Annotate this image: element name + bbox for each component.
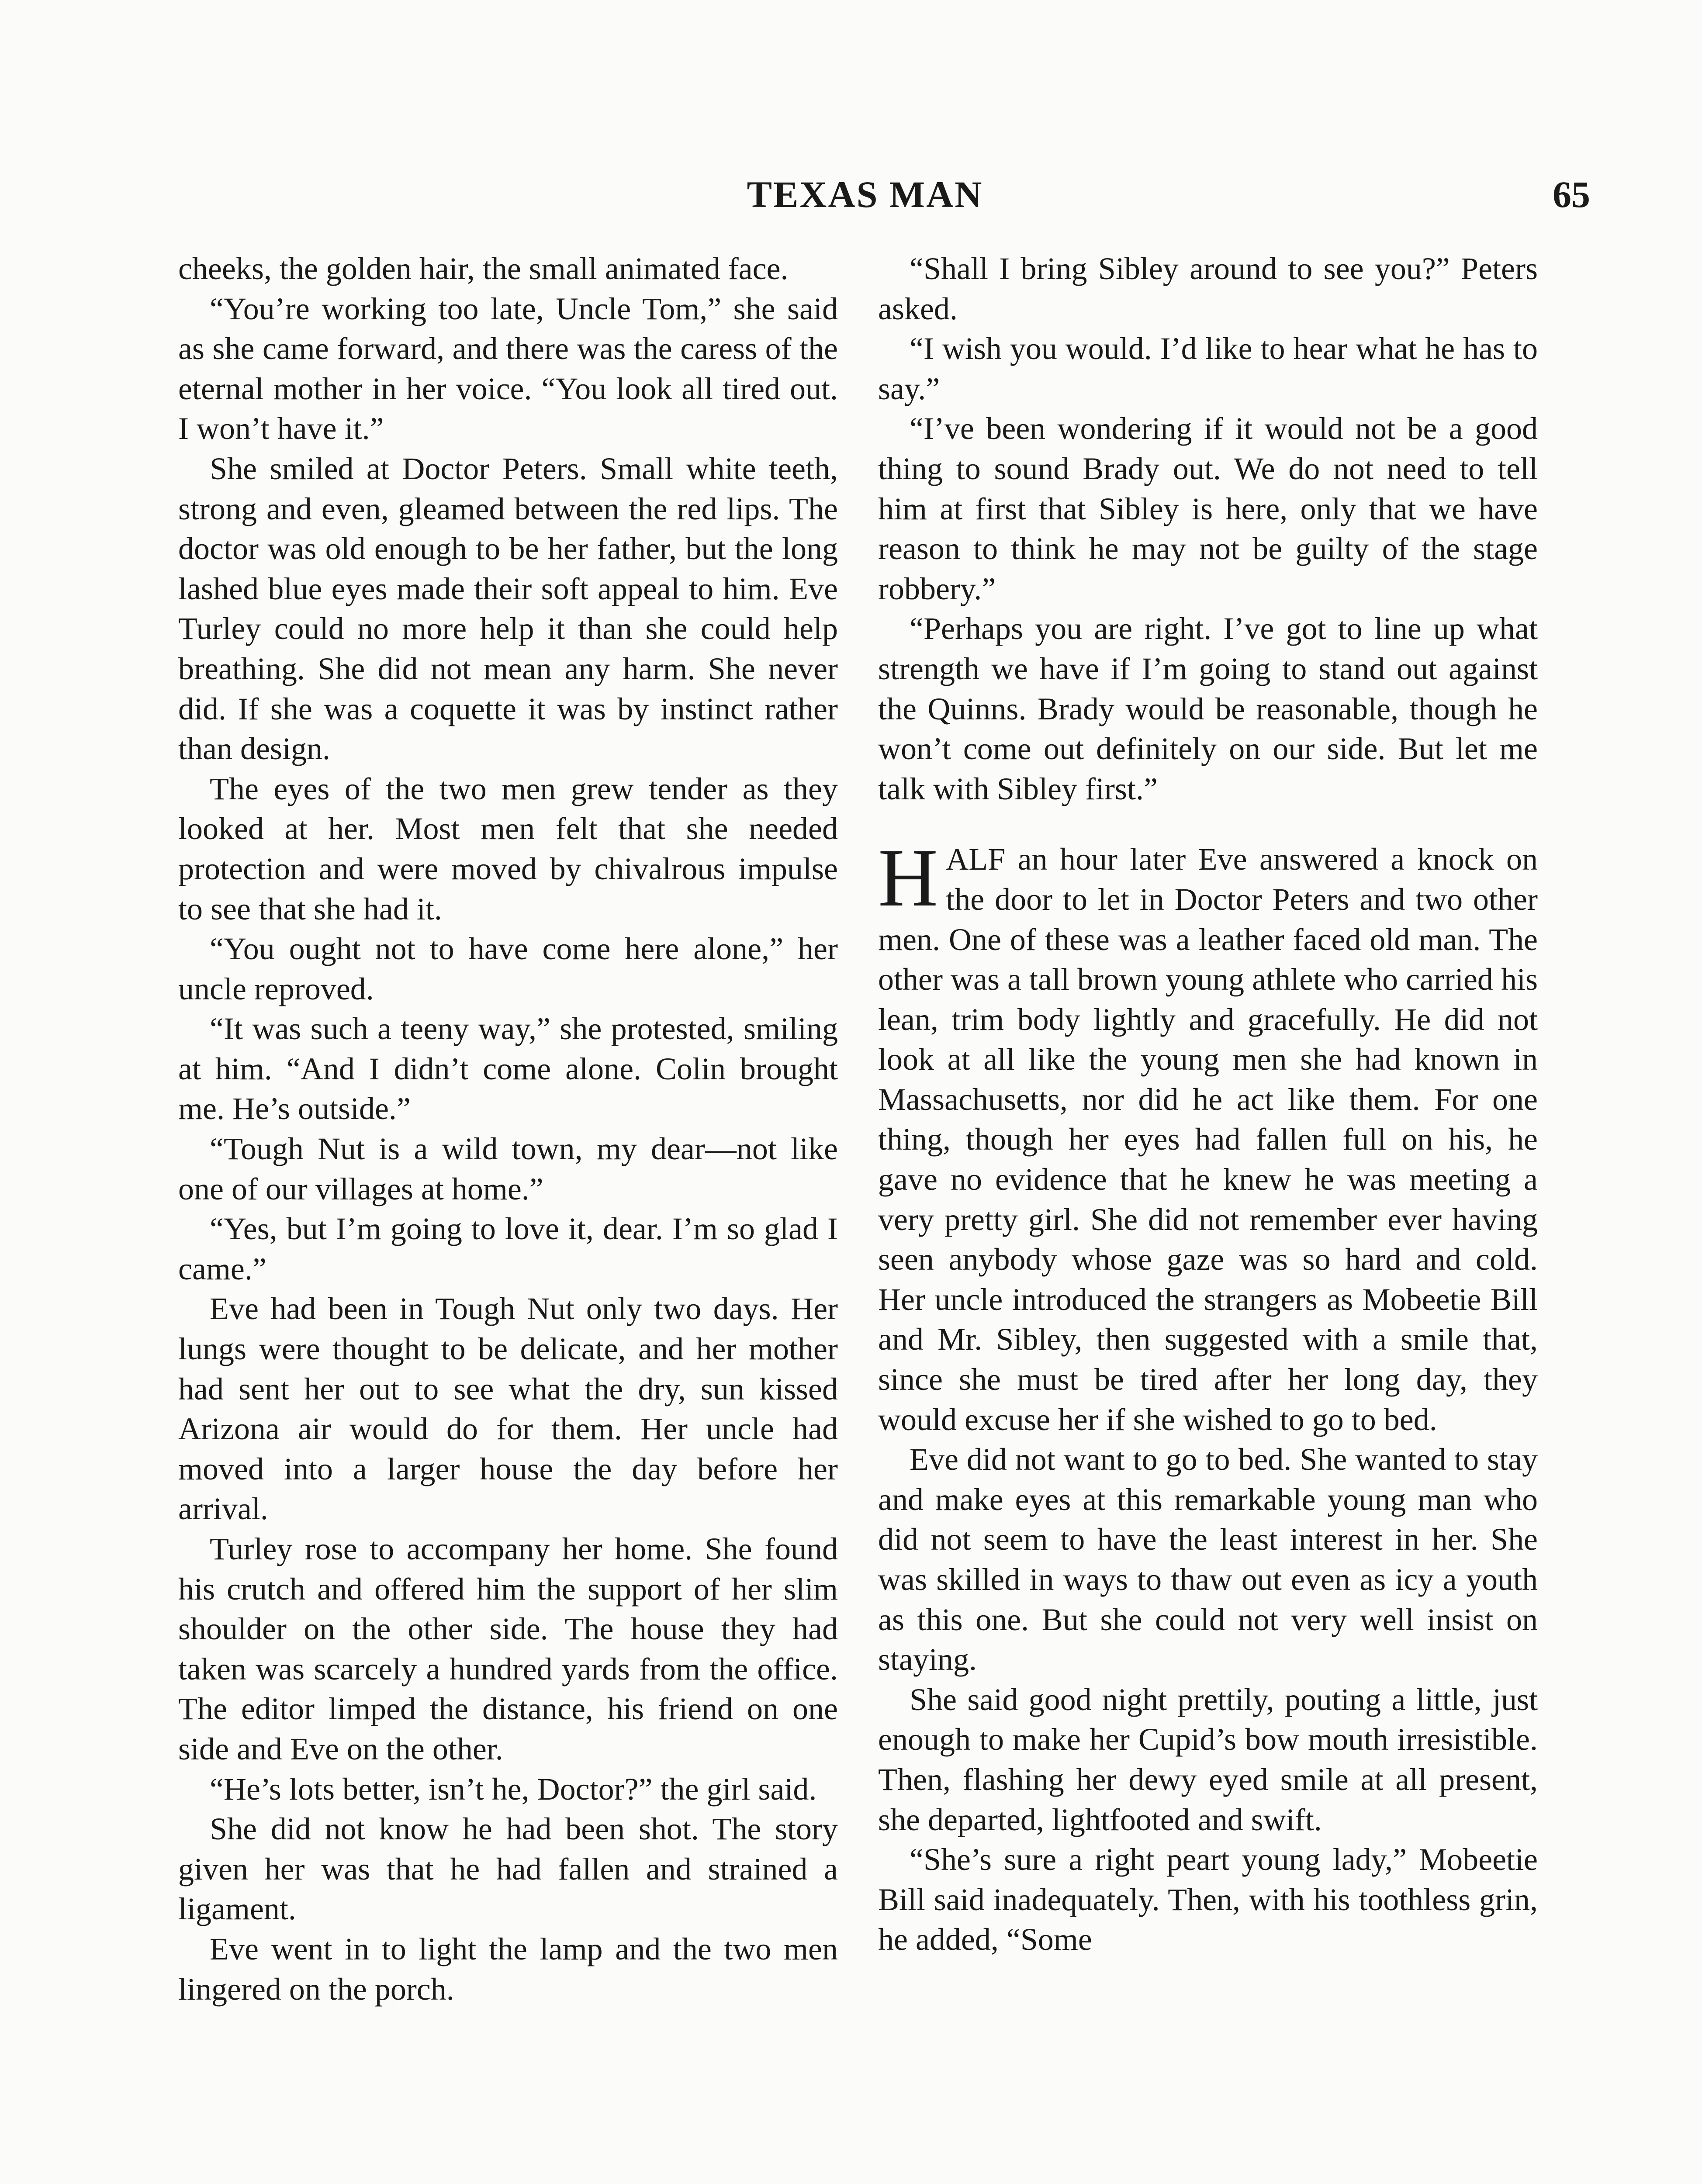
paragraph: The eyes of the two men grew tender as they looked at her. Most men felt that she needed protection and were moved by chivalrous impulse to see that she had it. [178,771,838,926]
paragraph: “Shall I bring Sibley around to see you?” Peters asked. [878,251,1538,326]
right-column [878,249,1538,1960]
section-opening-text: ALF an hour later Eve answered a knock on the door to let in Doctor Peters and two other men. One of these was a leather faced old man. The other was a tall brown young athlete who carried his lean, trim body lightly and gracefully. He did not look at all like the young men she had known in Massachusetts, nor did he act like them. For one thing, though her eyes had fallen full on his, he gave no evidence that he knew he was meeting a very pretty girl. She did not remember ever having seen anybody whose gaze was so hard and cold. Her uncle introduced the strangers as Mobeetie Bill and Mr. Sibley, then suggested with a smile that, since she must be tired after her long day, they would excuse her if she wished to go to bed. [878,842,1538,1437]
page-header [0,168,1702,221]
paragraph: cheeks, the golden hair, the small animated face. [178,251,789,286]
paragraph: She smiled at Doctor Peters. Small white teeth, strong and even, gleamed between the red lips. The doctor was old enough to be her father, but the long lashed blue eyes made their soft appeal to him. Eve Turley could no more help it than she could help breathing. She did not mean any harm. She never did. If she was a coquette it was by instinct rather than design. [178,451,838,767]
drop-cap: H [878,832,938,924]
paragraph: Eve went in to light the lamp and the two men lingered on the porch. [178,1931,838,2007]
paragraph: Eve did not want to go to bed. She wanted to stay and make eyes at this remarkable young man who did not seem to have the least interest in her. She was skilled in ways to thaw out even as icy a youth as this one. But she could not very well insist on staying. [878,1442,1538,1677]
left-column [178,249,838,2009]
paragraph: She said good night prettily, pouting a little, just enough to make her Cupid’s bow mouth irresistible. Then, flashing her dewy eyed smile at all present, she departed, lightfooted and swift. [878,1682,1538,1837]
paragraph: “I’ve been wondering if it would not be a good thing to sound Brady out. We do not need to tell him at first that Sibley is here, only that we have reason to think he may not be guilty of the stage robbery.” [878,411,1538,606]
paragraph: Eve had been in Tough Nut only two days. Her lungs were thought to be delicate, and her mother had sent her out to see what the dry, sun kissed Arizona air would do for them. Her uncle had moved into a larger house the day before her arrival. [178,1291,838,1527]
paragraph: “You ought not to have come here alone,” her uncle reproved. [178,931,838,1006]
paragraph: “Tough Nut is a wild town, my dear—not like one of our villages at home.” [178,1131,838,1206]
paragraph: “She’s sure a right peart young lady,” Mobeetie Bill said inadequately. Then, with his toothless grin, he added, “Some [878,1842,1538,1957]
page-number: 65 [1553,173,1590,215]
paragraph: “I wish you would. I’d like to hear what he has to say.” [878,331,1538,406]
paragraph: “He’s lots better, isn’t he, Doctor?” the girl said. [210,1771,817,1807]
paragraph: “Yes, but I’m going to love it, dear. I’m so glad I came.” [178,1211,838,1286]
section-opening-paragraph [878,832,1538,1440]
paragraph: “It was such a teeny way,” she protested, smiling at him. “And I didn’t come alone. Colin brought me. He’s outside.” [178,1011,838,1127]
paragraph: “You’re working too late, Uncle Tom,” she said as she came forward, and there was the caress of the eternal mother in her voice. “You look all tired out. I won’t have it.” [178,291,838,446]
running-title: TEXAS MAN [747,173,983,215]
paragraph: She did not know he had been shot. The story given her was that he had fallen and strained a ligament. [178,1811,838,1927]
paragraph: Turley rose to accompany her home. She found his crutch and offered him the support of her slim shoulder on the other side. The house they had taken was scarcely a hundred yards from the office. The editor limped the distance, his friend on one side and Eve on the other. [178,1531,838,1766]
paragraph: “Perhaps you are right. I’ve got to line up what strength we have if I’m going to stand out against the Quinns. Brady would be reasonable, though he won’t come out definitely on our side. But let me talk with Sibley first.” [878,611,1538,806]
